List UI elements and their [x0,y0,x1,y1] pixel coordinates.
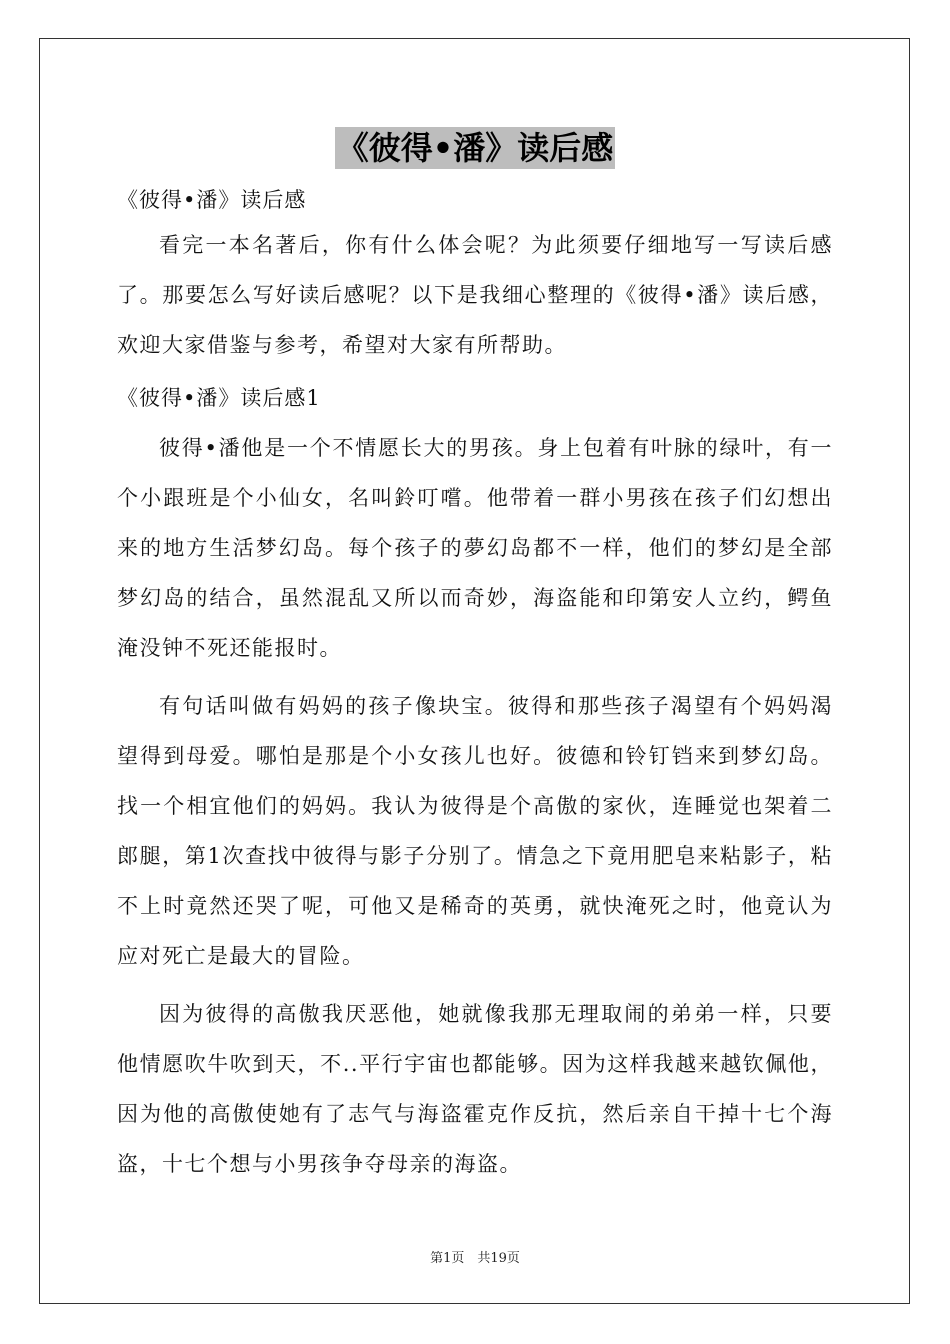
body-paragraph-1: 彼得•潘他是一个不情愿长大的男孩。身上包着有叶脉的绿叶，有一个小跟班是个小仙女，名叫鈴叮嚐。他带着一群小男孩在孩子们幻想出来的地方生活梦幻岛。每个孩子的夢幻岛都不一样，他们的梦幻是全部梦幻岛的结合，虽然混乱又所以而奇妙，海盗能和印第安人立约，鳄鱼淹没钟不死还能报时。 [117,436,833,660]
document-title: 《彼得•潘》读后感 [336,129,614,167]
page-number-footer: 第1页 共19页 [430,1251,520,1266]
body-paragraph-2: 有句话叫做有妈妈的孩子像块宝。彼得和那些孩子渴望有个妈妈渴望得到母爱。哪怕是那是个小女孩儿也好。彼德和铃钉铛来到梦幻岛。找一个相宜他们的妈妈。我认为彼得是个高傲的家伙，连睡觉也架着二郎腿，第1次查找中彼得与影子分别了。情急之下竟用肥皂来粘影子，粘不上时竟然还哭了呢，可他又是稀奇的英勇，就快淹死之时，他竟认为应对死亡是最大的冒险。 [117,694,833,968]
document-body [117,180,833,1197]
body-paragraph-3: 因为彼得的高傲我厌恶他，她就像我那无理取闹的弟弟一样，只要他情愿吹牛吹到天，不..平行宇宙也都能够。因为这样我越来越钦佩他，因为他的高傲使她有了志气与海盗霍克作反抗，然后亲自干掉十七个海盗，十七个想与小男孩争夺母亲的海盗。 [117,1002,833,1176]
intro-paragraph: 看完一本名著后，你有什么体会呢？为此须要仔细地写一写读后感了。那要怎么写好读后感呢？以下是我细心整理的《彼得•潘》读后感，欢迎大家借鉴与参考，希望对大家有所帮助。 [117,233,833,357]
section-heading: 《彼得•潘》读后感1 [117,386,321,410]
title-container [0,127,950,169]
document-subtitle: 《彼得•潘》读后感 [117,188,307,212]
